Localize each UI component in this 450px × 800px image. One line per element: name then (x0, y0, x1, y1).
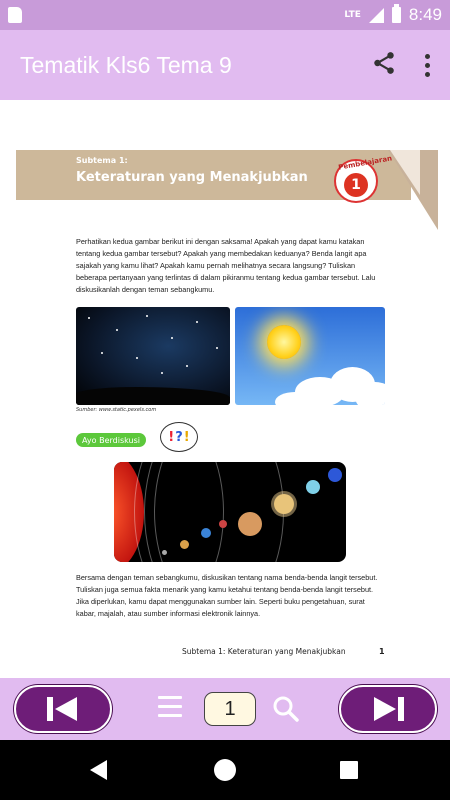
home-icon[interactable] (214, 759, 236, 781)
app-bar (0, 30, 450, 100)
ayo-berdiskusi-label: Ayo Berdiskusi (76, 433, 146, 447)
pembelajaran-badge (334, 154, 393, 203)
night-sky-image (76, 307, 230, 405)
system-nav-bar (0, 740, 450, 800)
next-page-button[interactable] (339, 685, 437, 733)
search-icon[interactable] (272, 695, 300, 727)
document-page[interactable] (0, 100, 450, 678)
recent-apps-icon[interactable] (340, 761, 358, 779)
subtema-title: Keteraturan yang Menakjubkan (76, 170, 308, 185)
book-page (16, 150, 438, 670)
clock: 8:49 (408, 5, 442, 24)
intro-paragraph: Perhatikan kedua gambar berikut ini dengan saksama! Apakah yang dapat kamu katakan tentang kedua gambar tersebut? Apakah yang membedakan keduanya? Benda langit apa sajakah yang kamu lihat? Apakah kamu pernah melihatnya secara langsung? Tuliskan beberapa pertanyaan yang terlintas di dalam pikiranmu tentang kedua gambar tersebut. Lalu diskusikanlah dengan teman sebangkumu. (76, 237, 376, 294)
subtema-label: Subtema 1: (76, 156, 128, 165)
network-type: LTE (344, 9, 361, 20)
corner-fold (390, 150, 420, 195)
signal-icon (369, 8, 384, 23)
previous-page-button[interactable] (14, 685, 112, 733)
skip-next-icon (368, 693, 408, 725)
battery-icon (392, 7, 401, 23)
back-icon[interactable] (90, 760, 107, 780)
status-bar (0, 0, 450, 30)
more-vert-icon[interactable] (425, 54, 430, 77)
page-footer-title: Subtema 1: Keteraturan yang Menakjubkan (182, 647, 346, 656)
share-icon[interactable] (371, 50, 397, 80)
app-title: Tematik Kls6 Tema 9 (20, 51, 232, 78)
badge-label: Pembelajaran (337, 154, 393, 172)
sd-card-icon (8, 7, 22, 23)
solar-system-image (114, 462, 346, 562)
page-footer-number: 1 (379, 647, 385, 656)
menu-icon[interactable] (158, 696, 182, 717)
page-number-field[interactable]: 1 (204, 692, 256, 726)
badge-number: 1 (344, 173, 368, 197)
discussion-paragraph: Bersama dengan teman sebangkumu, diskusikan tentang nama benda-benda langit tersebut. Tuliskan juga semua fakta menarik yang kamu ketahui tentang benda-benda langit tersebut. Jika diperlukan, kamu dapat menggunakan sumber lain. Seperti buku pengetahuan, surat kabar, majalah, atau sumber informasi elektronik lainnya. (76, 573, 378, 618)
image-caption: Sumber: www.static.pexels.com (76, 407, 157, 413)
reader-toolbar (0, 678, 450, 740)
skip-previous-icon (43, 693, 83, 725)
sun-sky-image (235, 307, 385, 405)
question-bubble-icon: ! ? ! (160, 422, 198, 452)
